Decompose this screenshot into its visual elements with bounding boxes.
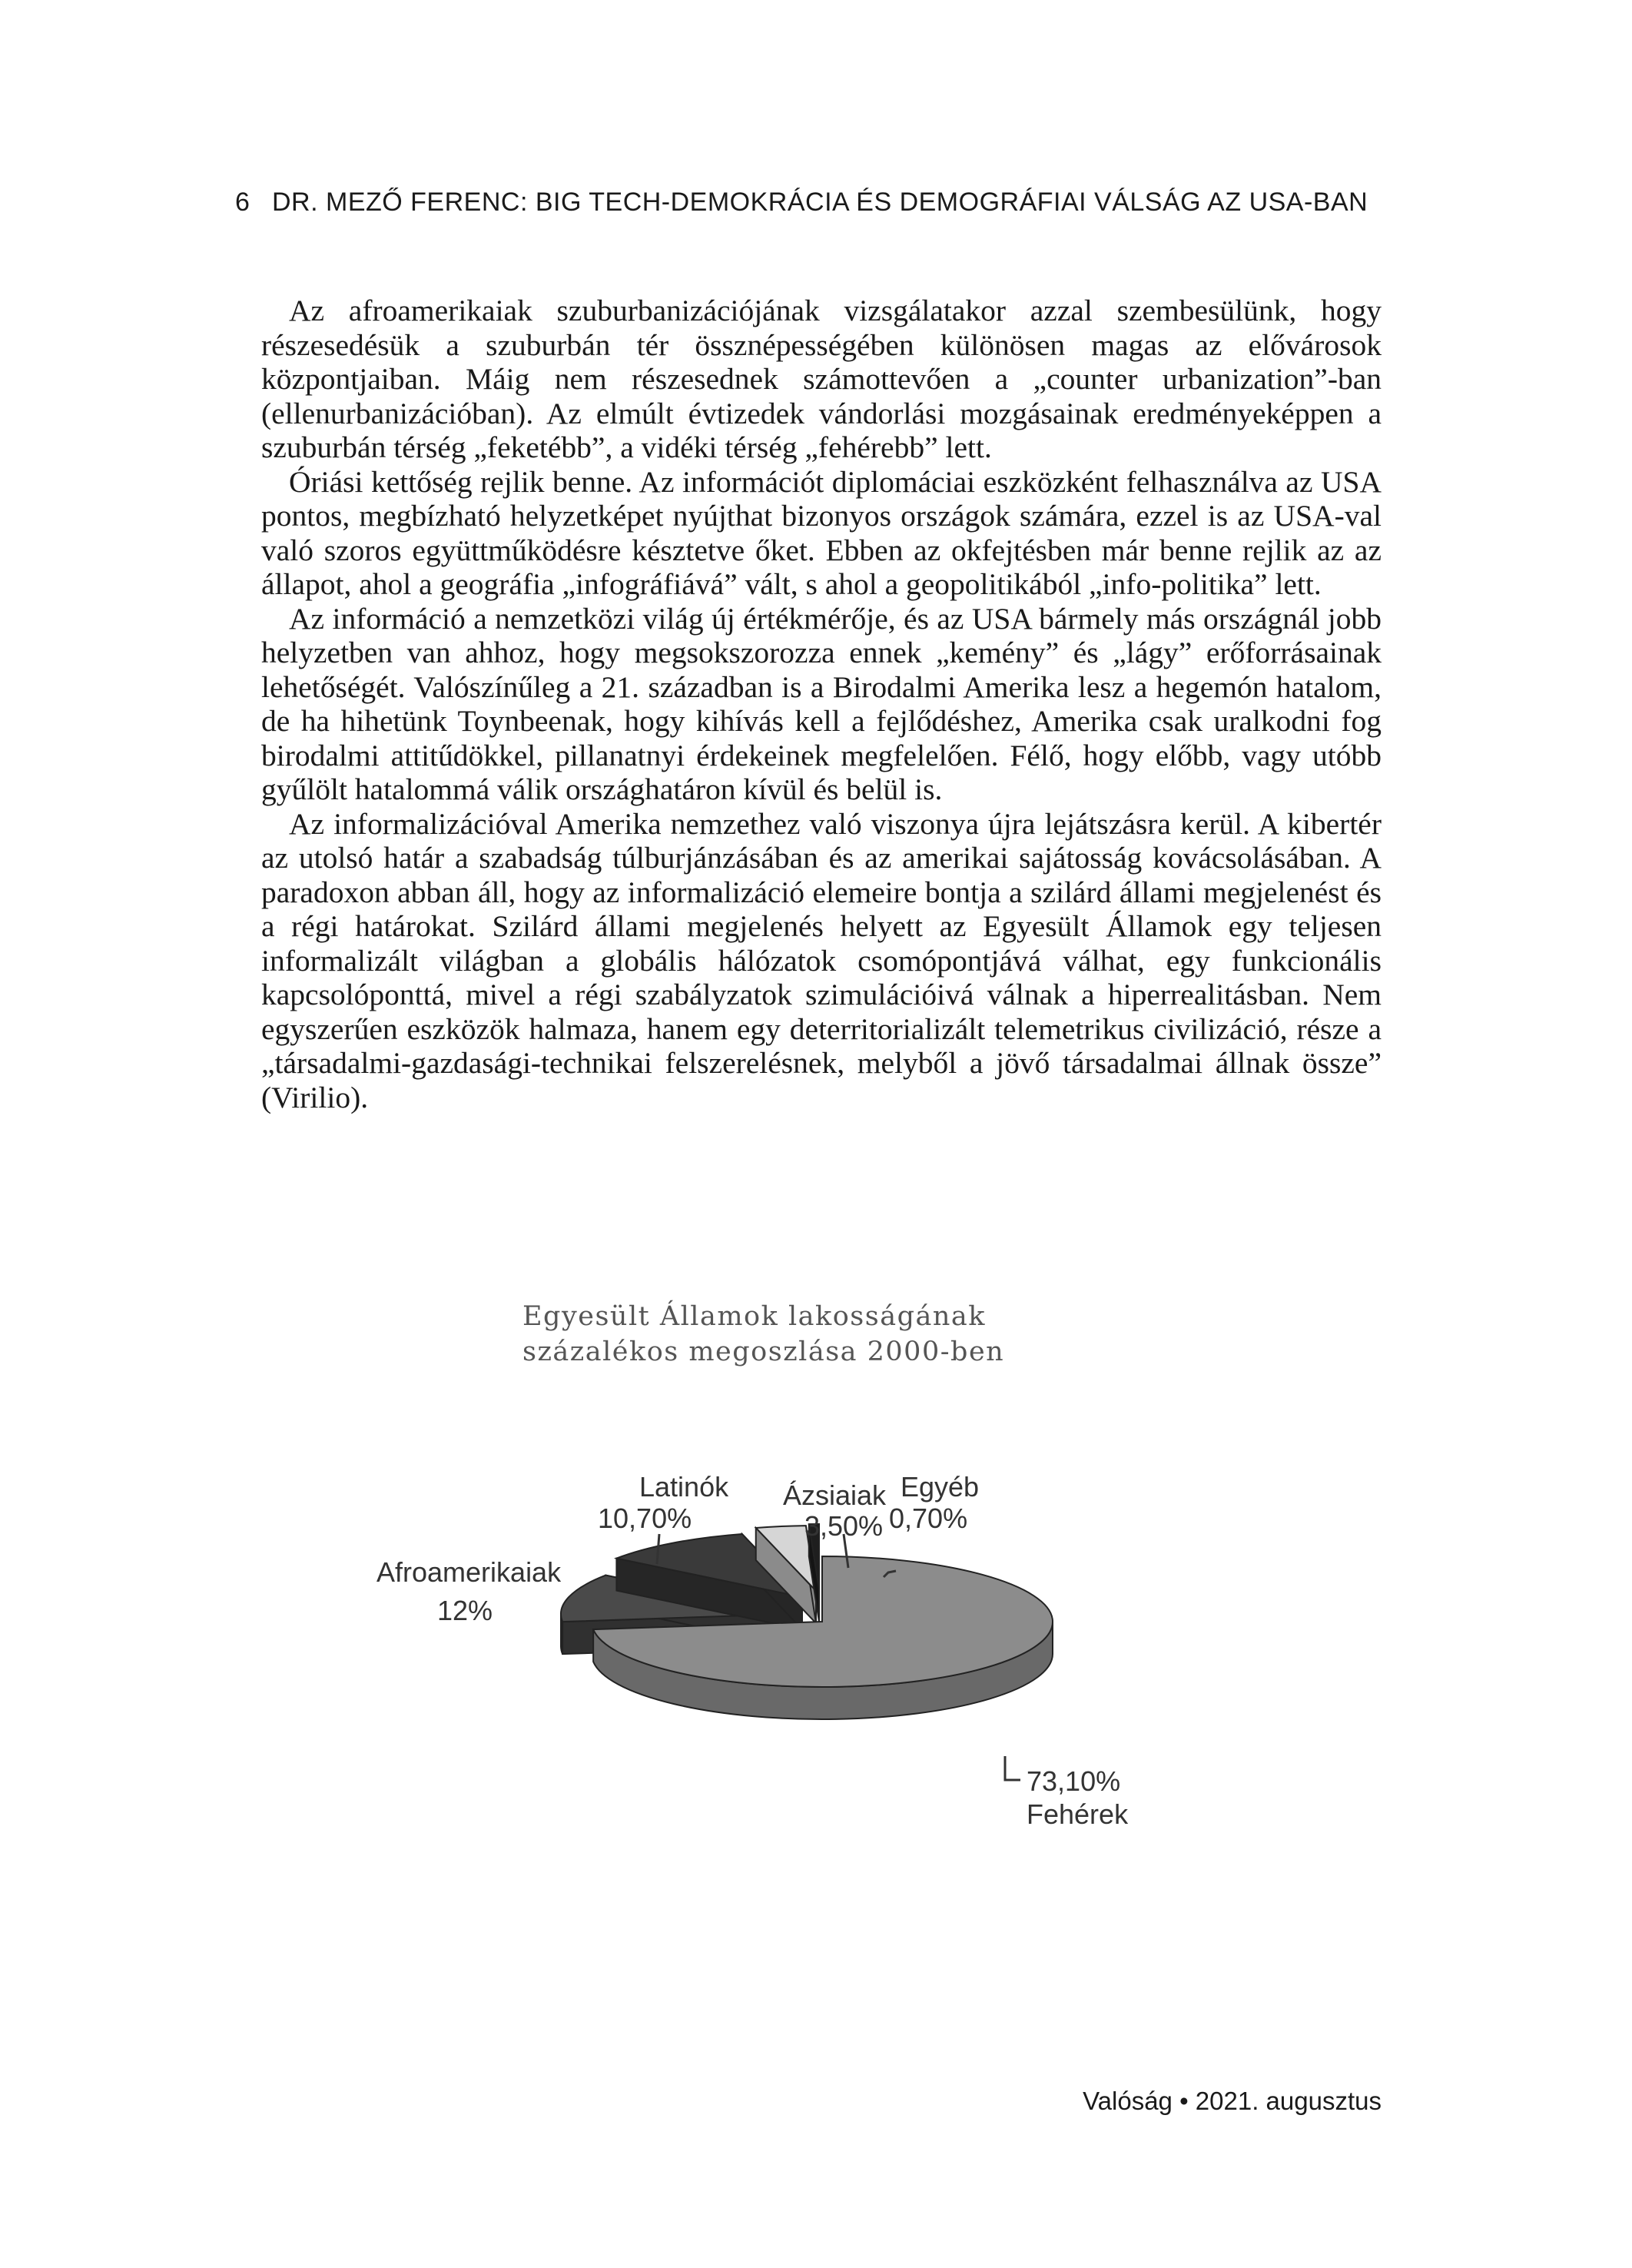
chart-title-line: százalékos megoszlása 2000-ben (522, 1337, 1005, 1367)
paragraph: Óriási kettőség rejlik benne. Az információt diplomáciai eszközként felhasználva az USA pontos, megbízható helyzetképet nyújthat bizonyos országok számára, ezzel is az USA-val való szoros együttműködésre késztetve őket. Ebben az okfejtésben már benne rejlik az az állapot, ahol a geográfia „infográfiává” vált, s ahol a geopolitikából „info-politika” lett. (261, 464, 1382, 601)
paragraph: Az afroamerikaiak szuburbanizációjának vizsgálatakor azzal szembesülünk, hogy részesedésük a szuburbán tér össznépességében különösen magas az elővárosok központjaiban. Máig nem részesednek számottevően a „counter urbanization”-ban (ellenurbanizációban). Az elmúlt évtizedek vándorlási mozgásainak eredményeképpen a szuburbán térség „feketébb”, a vidéki térség „fehérebb” lett. (261, 294, 1382, 464)
label-latinok-value: 10,70% (598, 1503, 692, 1534)
label-azsiaiak-name: Ázsiaiak (782, 1479, 887, 1511)
chart-title-line: Egyesült Államok lakosságának (522, 1301, 986, 1332)
running-header (235, 187, 1382, 218)
page-number: 6 (235, 188, 250, 217)
label-latinok-name: Latinók (639, 1471, 729, 1503)
label-feherek-value: 73,10% (1027, 1765, 1121, 1797)
label-azsiaiak-value: 3,50% (804, 1510, 884, 1542)
pie-slices (561, 1524, 1053, 1719)
paragraph: Az informalizációval Amerika nemzethez való viszonya újra lejátszásra kerül. A kibertér az utolsó határ a szabadság túlburjánzásában és az amerikai sajátosság kovácsolásában. A paradoxon abban áll, hogy az informalizáció elemeire bontja a szilárd állami megjelenést és a régi határokat. Szilárd állami megjelenés helyett az Egyesült Államok egy teljesen informalizált világban a globális hálózatok csomópontjává válhat, egy funkcionális kapcsolóponttá, mivel a régi szabályzatok szimulációivá válnak a hiperrealitásban. Nem egyszerűen eszközök halmaza, hanem egy deterritorializált telemetrikus civilizáció, része a „társadalmi-gazdasági-technikai felszerelésnek, melyből a jövő társadalmai állnak össze” (Virilio). (261, 806, 1382, 1114)
pie-chart (353, 1299, 1237, 1852)
leader-line-feherek (1005, 1756, 1020, 1780)
footer-journal: Valóság • 2021. augusztus (1083, 2087, 1382, 2115)
article-body (261, 294, 1382, 1114)
label-egyeb-name: Egyéb (901, 1471, 980, 1503)
label-egyeb-value: 0,70% (889, 1503, 968, 1534)
label-feherek-name: Fehérek (1027, 1798, 1129, 1830)
label-afroamerikaiak-value: 12% (436, 1595, 493, 1626)
pie-chart-figure (353, 1299, 1237, 1852)
label-afroamerikaiak-name: Afroamerikaiak (376, 1556, 562, 1588)
running-title: DR. MEZŐ FERENC: BIG TECH-DEMOKRÁCIA ÉS DEMOGRÁFIAI VÁLSÁG AZ USA-BAN (272, 188, 1368, 217)
paragraph: Az információ a nemzetközi világ új értékmérője, és az USA bármely más országnál jobb helyzetben van ahhoz, hogy megsokszorozza ennek „kemény” és „lágy” erőforrásainak lehetőségét. Valószínűleg a 21. században is a Birodalmi Amerika lesz a hegemón hatalom, de ha hihetünk Toynbeenak, hogy kihívás kell a fejlődéshez, Amerika csak uralkodni fog birodalmi attitűdökkel, pillanatnyi érdekeinek megfelelően. Félő, hogy előbb, vagy utóbb gyűlölt hatalommá válik országhatáron kívül és belül is. (261, 601, 1382, 806)
chart-title (522, 1299, 1060, 1370)
